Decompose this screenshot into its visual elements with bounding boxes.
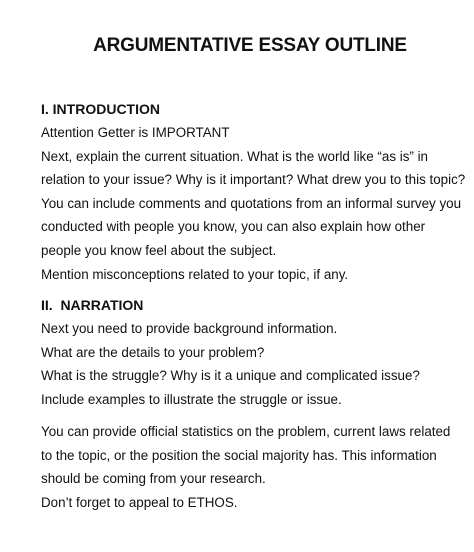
text-line: relation to your issue? Why is it important? What drew you to this topic? [41,172,466,188]
section-introduction [41,98,466,286]
text-line: What is the struggle? Why is it a unique and complicated issue? [41,368,420,384]
section-heading: I. INTRODUCTION [41,101,160,117]
document-title: ARGUMENTATIVE ESSAY OUTLINE [93,35,407,56]
section-narration [41,294,461,411]
text-line: Attention Getter is IMPORTANT [41,125,230,140]
text-line: Mention misconceptions related to your topic, if any. [41,266,349,282]
text-line: Next, explain the current situation. What is the world like “as is” in [41,148,429,164]
text-line: should be coming from your research. [41,471,266,487]
section-heading: II. NARRATION [41,297,144,313]
body-paragraph [41,420,461,514]
text-line: Next you need to provide background information. [41,321,338,336]
text-line: What are the details to your problem? [41,344,265,360]
text-line: people you know feel about the subject. [41,242,277,258]
text-line: Include examples to illustrate the struggle or issue. [41,391,342,407]
text-line: You can provide official statistics on the problem, current laws related [41,424,451,439]
text-line: Don’t forget to appeal to ETHOS. [41,494,238,510]
text-line: You can include comments and quotations from an informal survey you [41,195,462,211]
text-line: conducted with people you know, you can also explain how other [41,219,426,235]
text-line: to the topic, or the position the social majority has. This information [41,447,437,463]
